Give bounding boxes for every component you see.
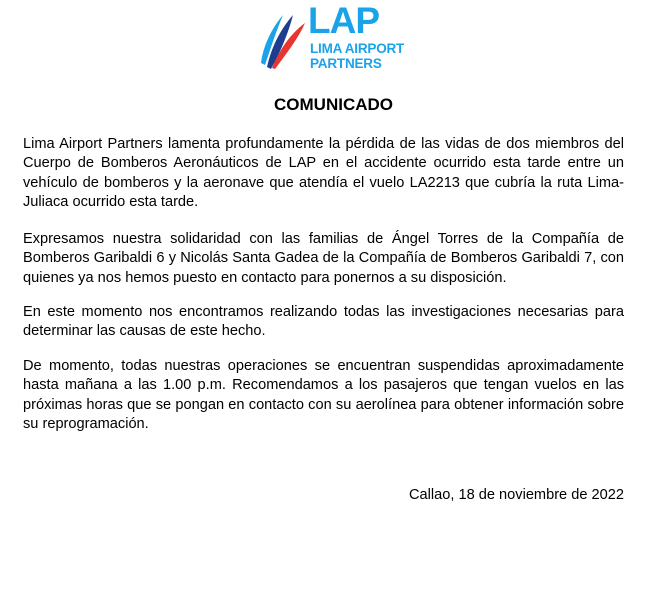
paragraph-4: De momento, todas nuestras operaciones se encuentran suspendidas aproximadamente hasta mañana a las 1.00 p.m. Recomendamos a los pasajeros que tengan vuelos en las próximas horas que se pongan en contacto con su aerolínea para obtener información sobre su reprogramación. bbox=[23, 358, 624, 432]
logo-wordmark: LAP bbox=[308, 0, 379, 41]
logo-line-2: PARTNERS bbox=[310, 56, 382, 71]
paragraph-3: En este momento nos encontramos realizando todas las investigaciones necesarias para determinar las causas de este hecho. bbox=[23, 304, 624, 340]
paragraph-2: Expresamos nuestra solidaridad con las familias de Ángel Torres de la Compañía de Bomberos Garibaldi 6 y Nicolás Santa Gadea de la Compañía de Bomberos Garibaldi 7, con quienes ya nos hemos puesto en contacto para ponernos a su disposición. bbox=[23, 231, 624, 286]
page-title: COMUNICADO bbox=[274, 95, 393, 114]
lap-logo bbox=[259, 0, 409, 71]
signoff-date: Callao, 18 de noviembre de 2022 bbox=[408, 487, 624, 503]
paragraph-1: Lima Airport Partners lamenta profundamente la pérdida de las vidas de dos miembros del Cuerpo de Bomberos Aeronáuticos de LAP en el accidente ocurrido esta tarde entre un vehículo de bomberos y la aeronave que atendía el vuelo LA2213 que cubría la ruta Lima-Juliaca ocurrido esta tarde. bbox=[23, 136, 624, 210]
logo-line-1: LIMA AIRPORT bbox=[310, 41, 405, 56]
lap-wings-logo-icon bbox=[259, 7, 309, 69]
